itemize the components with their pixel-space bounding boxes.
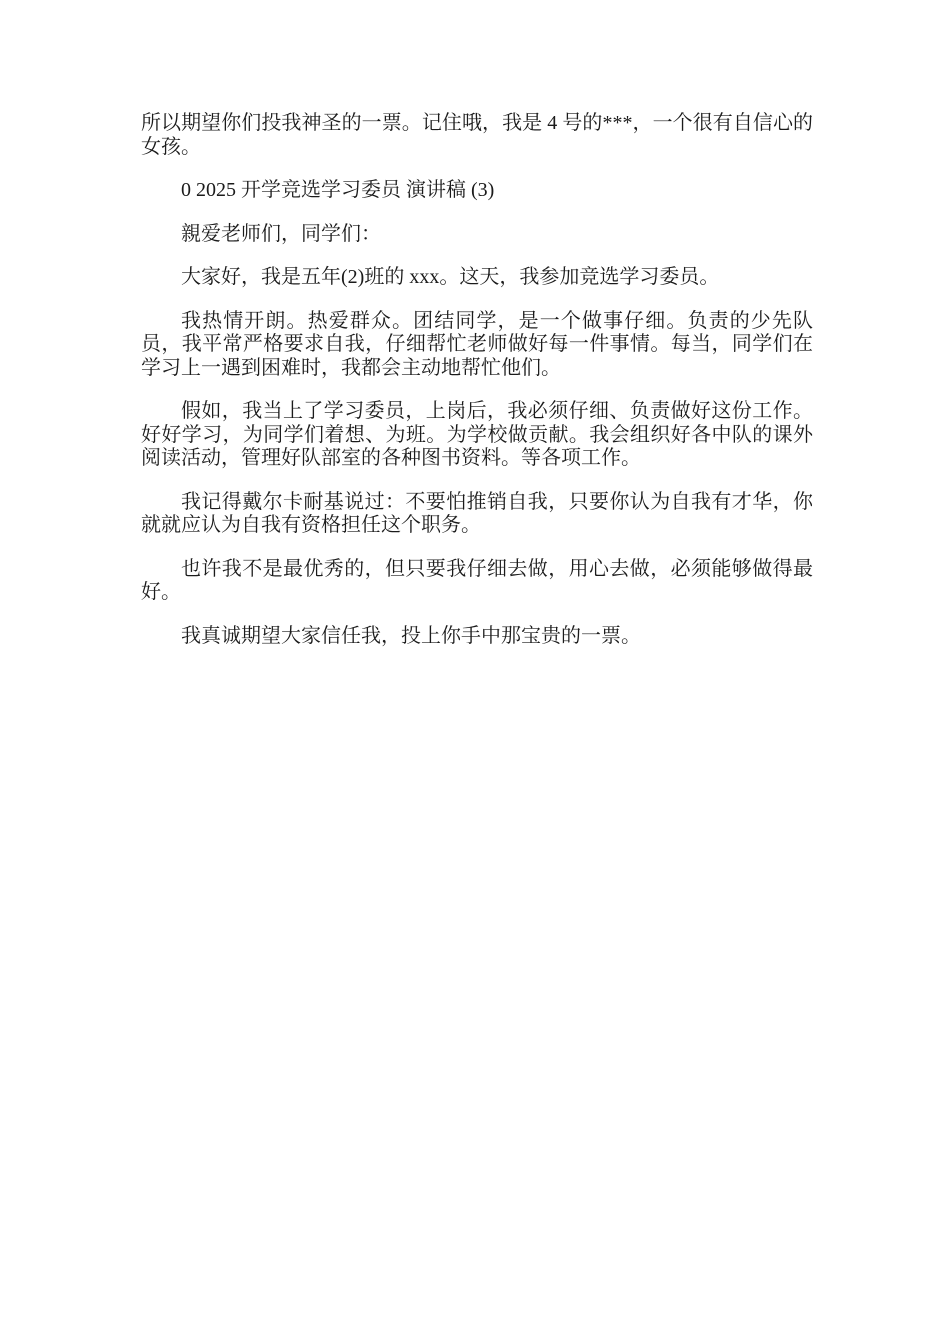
paragraph-quote: 我记得戴尔卡耐基说过：不要怕推销自我，只要你认为自我有才华，你就就应认为自我有资格担任这个职务。 — [141, 490, 813, 536]
paragraph-self-description: 我热情开朗。热爱群众。团结同学，是一个做事仔细。负责的少先队员，我平常严格要求自我，仔细帮忙老师做好每一件事情。每当，同学们在学习上一遇到困难时，我都会主动地帮忙他们。 — [141, 309, 813, 379]
paragraph-continuation: 所以期望你们投我神圣的一票。记住哦，我是 4 号的***，一个很有自信心的女孩。 — [141, 112, 813, 158]
paragraph-promises: 假如，我当上了学习委员，上岗后，我必须仔细、负责做好这份工作。好好学习，为同学们着想、为班。为学校做贡献。我会组织好各中队的课外阅读活动，管理好队部室的各种图书资料。等各项工作。 — [141, 400, 813, 469]
paragraph-closing: 我真诚期望大家信任我，投上你手中那宝贵的一票。 — [181, 624, 641, 647]
paragraph-introduction: 大家好，我是五年(2)班的 xxx。这天，我参加竞选学习委员。 — [181, 266, 720, 288]
paragraph-humility: 也许我不是最优秀的，但只要我仔细去做，用心去做，必须能够做得最好。 — [141, 557, 813, 603]
document-text-block — [141, 112, 813, 648]
salutation-line: 親爱老师们，同学们： — [181, 222, 381, 245]
section-heading: 0 2025 开学竞选学习委员 演讲稿 (3) — [181, 179, 495, 201]
